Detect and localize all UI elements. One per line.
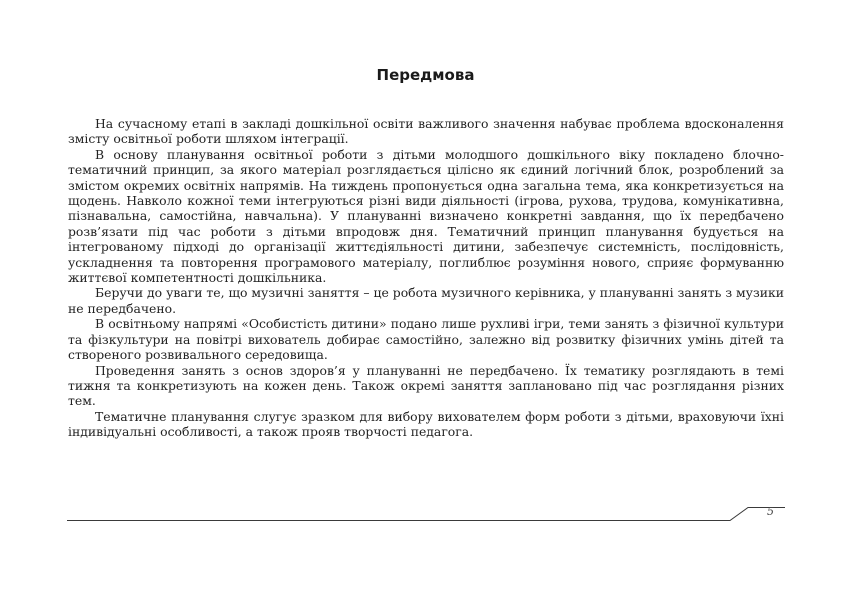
body-text [68, 116, 784, 440]
paragraph: Тематичне планування слугує зразком для вибору вихователем форм роботи з дітьми, враховуючи їхні індивідуальні особливості, а також прояв творчості педагога. [68, 408, 784, 440]
paragraph: Беручи до уваги те, що музичні заняття – це робота музичного керівника, у плануванні занять з музики не передбачено. [68, 285, 784, 316]
paragraph: На сучасному етапі в закладі дошкільної освіти важливого значення набуває проблема вдосконалення змісту освітньої роботи шляхом інтеграції. [68, 116, 784, 147]
paragraph: В освітньому напрямі «Особистість дитини» подано лише рухливі ігри, теми занять з фізичної культури та фізкультури на повітрі вихователь добирає самостійно, залежно від розвитку фізичних умінь дітей та створеного розвивального середовища. [68, 316, 784, 363]
paragraph: В основу планування освітньої роботи з дітьми молодшого дошкільного віку покладено блочно-тематичний принцип, за якого матеріал розглядається цілісно як єдиний логічний блок, розроблений за змістом окремих освітніх напрямів. На тиждень пропонується одна загальна тема, яка конкретизується на щодень. Навколо кожної теми інтегруються різні види діяльності (ігрова, рухова, трудова, комунікативна, пізнавальна, самостійна, навчальна). У плануванні визначено конкретні завдання, що їх передбачено розв’язати під час роботи з дітьми впродовж дня. Тематичний принцип планування будується на інтегрованому підході до організації життєдіяльності дитини, забезпечує системність, послідовність, ускладнення та повторення програмового матеріалу, поглиблює розуміння нового, сприяє формуванню життєвої компетентності дошкільника. [68, 146, 784, 286]
page-title: Передмова [376, 66, 475, 84]
paragraph: Проведення занять з основ здоров’я у плануванні не передбачено. Їх тематику розглядають в темі тижня та конкретизують на кожен день. Також окремі заняття заплановано під час розглядання різних тем. [68, 362, 784, 409]
footer-rule-line [67, 508, 785, 521]
page-number: 5 [767, 505, 774, 518]
